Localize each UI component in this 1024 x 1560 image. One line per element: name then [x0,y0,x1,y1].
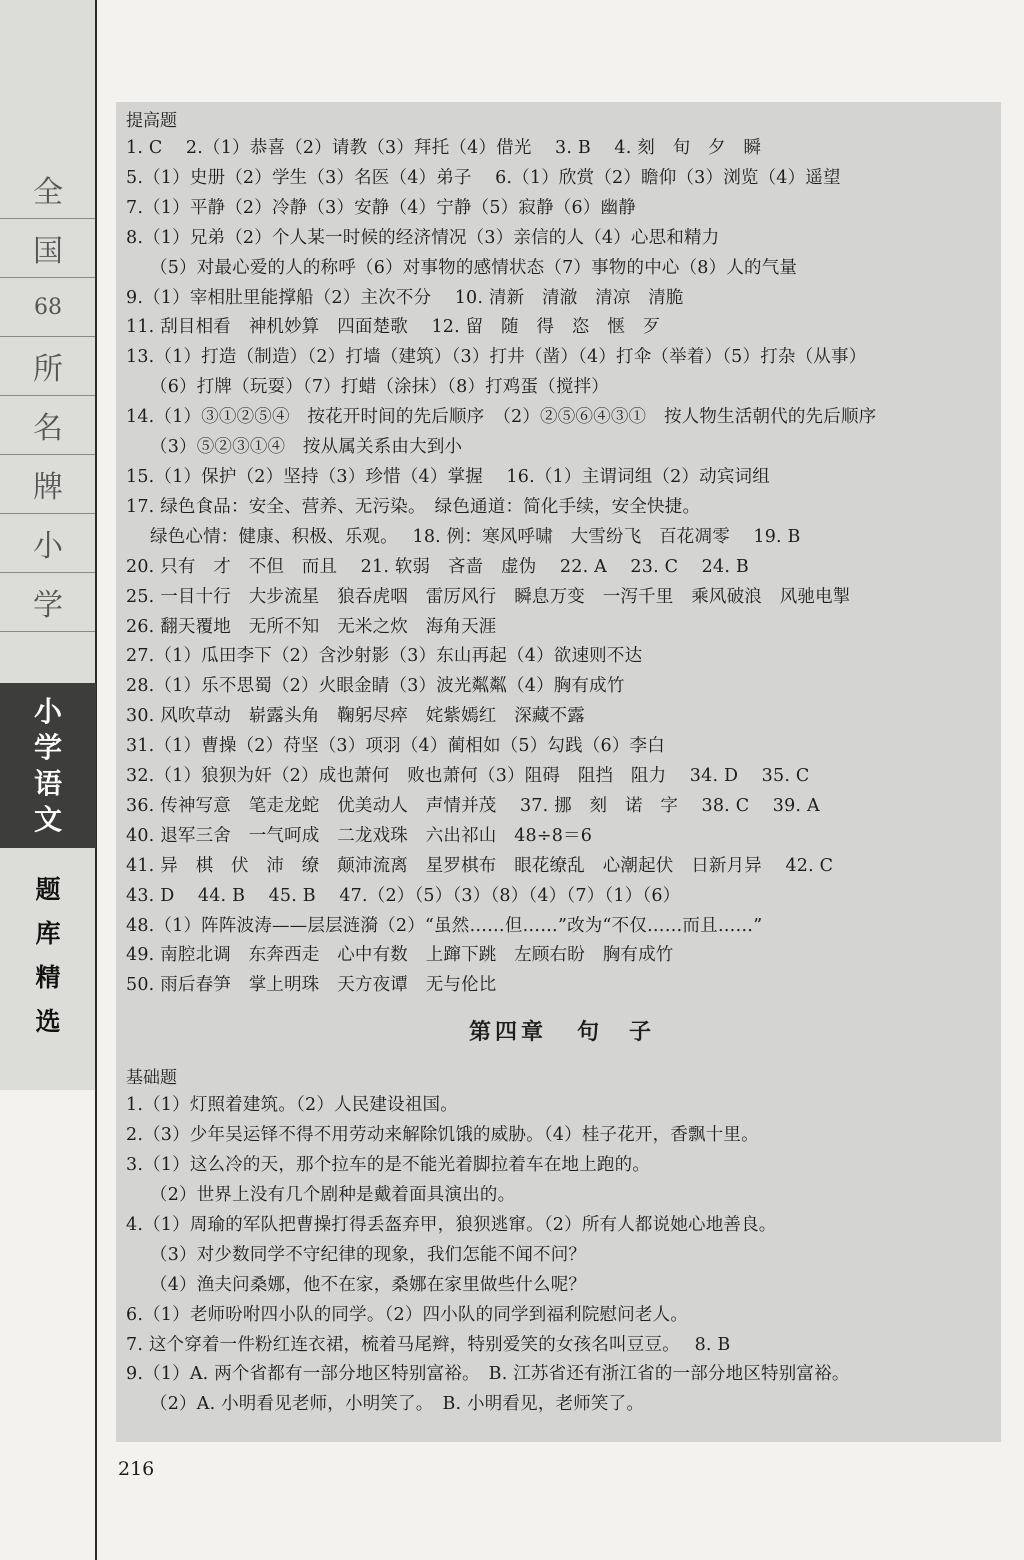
answer-line: （5）对最心爱的人的称呼（6）对事物的感情状态（7）事物的中心（8）人的气量 [150,257,798,278]
answer-line: 7.（1）平静（2）冷静（3）安静（4）宁静（5）寂静（6）幽静 [126,197,636,218]
answer-line: 11. 刮目相看 神机妙算 四面楚歌 12. 留 随 得 恣 惬 歹 [126,317,661,338]
answer-line: 13.（1）打造（制造）（2）打墙（建筑）（3）打井（凿）（4）打伞（举着）（5）打杂（从事） [126,347,867,368]
series-char: 国 [0,219,96,278]
answer-line: 27.（1）瓜田李下（2）含沙射影（3）东山再起（4）欲速则不达 [126,646,643,667]
answer-line: 28.（1）乐不思蜀（2）火眼金睛（3）波光粼粼（4）胸有成竹 [126,676,625,697]
chapter-number: 第四章 [468,1020,547,1046]
answer-line: 49. 南腔北调 东奔西走 心中有数 上蹿下跳 左顾右盼 胸有成竹 [126,945,674,966]
answer-line: 40. 退军三舍 一气呵成 二龙戏珠 六出祁山 48÷8＝6 [126,825,593,846]
answer-line: 26. 翻天覆地 无所不知 无米之炊 海角天涯 [126,616,497,637]
tag-label [0,868,96,1044]
answer-line: 3.（1）这么冷的天，那个拉车的是不能光着脚拉着车在地上跑的。 [126,1155,651,1176]
tag-char: 选 [35,1007,61,1036]
subject-char: 文 [33,802,62,836]
answer-line: 14.（1）③①②⑤④ 按花开时间的先后顺序 （2）②⑤⑥④③① 按人物生活朝代的先后顺序 [126,407,877,428]
series-title-vertical [0,160,96,632]
answer-line: 30. 风吹草动 崭露头角 鞠躬尽瘁 姹紫嫣红 深藏不露 [126,706,585,727]
answer-line: 25. 一目十行 大步流星 狼吞虎咽 雷厉风行 瞬息万变 一泻千里 乘风破浪 风驰电掣 [126,586,851,607]
answer-line: 9.（1）宰相肚里能撑船（2）主次不分 10. 清新 清澈 清凉 清脆 [126,287,684,308]
answer-line: （4）渔夫问桑娜，他不在家，桑娜在家里做些什么呢？ [150,1274,587,1295]
series-char: 学 [0,573,96,632]
subject-char: 语 [33,766,62,800]
answer-line: 绿色心情：健康、积极、乐观。 18. 例：寒风呼啸 大雪纷飞 百花凋零 19. B [150,526,801,547]
section-title: 提高题 [126,111,177,131]
answer-line: 5.（1）史册（2）学生（3）名医（4）弟子 6.（1）欣赏（2）瞻仰（3）浏览（4）遥望 [126,167,841,188]
answer-line: 41. 异 棋 伏 沛 缭 颠沛流离 星罗棋布 眼花缭乱 心潮起伏 日新月异 42. C [126,855,834,876]
answer-line: 8.（1）兄弟（2）个人某一时候的经济情况（3）亲信的人（4）心思和精力 [126,227,720,248]
answer-line: （2）A. 小明看见老师，小明笑了。 B. 小明看见，老师笑了。 [150,1394,645,1415]
subject-label [0,683,96,848]
tag-char: 库 [35,919,61,948]
series-char: 所 [0,337,96,396]
answer-line: （3）对少数同学不守纪律的现象，我们怎能不闻不问？ [150,1244,587,1265]
tag-char: 题 [35,875,61,904]
series-char: 名 [0,396,96,455]
answer-line: 36. 传神写意 笔走龙蛇 优美动人 声情并茂 37. 挪 刻 诺 字 38. C 39. A [126,795,820,816]
answer-line: 15.（1）保护（2）坚持（3）珍惜（4）掌握 16.（1）主谓词组（2）动宾词组 [126,466,770,487]
series-char: 68 [0,278,96,337]
series-char: 全 [0,160,96,219]
answer-line: 4.（1）周瑜的军队把曹操打得丢盔弃甲，狼狈逃窜。（2）所有人都说她心地善良。 [126,1214,777,1235]
series-char: 牌 [0,455,96,514]
section-title: 基础题 [126,1068,177,1089]
answer-line: 1.（1）灯照着建筑。（2）人民建设祖国。 [126,1095,458,1116]
answer-line: （6）打牌（玩耍）（7）打蜡（涂抹）（8）打鸡蛋（搅拌） [150,377,610,398]
answer-line: 20. 只有 才 不但 而且 21. 软弱 吝啬 虚伪 22. A 23. C 24. B [126,556,749,577]
answer-line: （3）⑤②③①④ 按从属关系由大到小 [150,437,463,458]
answer-line: 32.（1）狼狈为奸（2）成也萧何 败也萧何（3）阻碍 阻挡 阻力 34. D 35. C [126,766,810,787]
series-char: 小 [0,514,96,573]
answer-line: 7. 这个穿着一件粉红连衣裙，梳着马尾辫，特别爱笑的女孩名叫豆豆。 8. B [126,1334,731,1355]
subject-char: 小 [33,694,62,728]
chapter-title: 句 子 [577,1020,656,1046]
subject-char: 学 [33,730,62,764]
answer-line: 31.（1）曹操（2）苻坚（3）项羽（4）蔺相如（5）勾践（6）李白 [126,736,665,757]
answer-line: 1. C 2.（1）恭喜（2）请教（3）拜托（4）借光 3. B 4. 刻 旬 夕 瞬 [126,138,762,158]
answer-line: 9.（1）A. 两个省都有一部分地区特别富裕。 B. 江苏省还有浙江省的一部分地区特别富裕。 [126,1364,850,1385]
answer-line: 6.（1）老师吩咐四小队的同学。（2）四小队的同学到福利院慰问老人。 [126,1304,689,1325]
answer-content [126,108,998,1420]
page-number: 216 [118,1458,155,1480]
answer-line: 43. D 44. B 45. B 47.（2）（5）（3）（8）（4）（7）（1）（6） [126,885,681,906]
chapter-heading [126,1001,998,1065]
answer-line: 48.（1）阵阵波涛——层层涟漪（2）“虽然……但……”改为“不仅……而且……” [126,915,763,936]
answer-line: 50. 雨后春笋 掌上明珠 天方夜谭 无与伦比 [126,975,497,996]
answer-line: 17. 绿色食品：安全、营养、无污染。 绿色通道：简化手续，安全快捷。 [126,496,701,517]
answer-line: （2）世界上没有几个剧种是戴着面具演出的。 [150,1185,516,1205]
tag-char: 精 [35,963,61,992]
answer-line: 2.（3）少年吴运铎不得不用劳动来解除饥饿的威胁。（4）桂子花开，香飘十里。 [126,1125,759,1146]
